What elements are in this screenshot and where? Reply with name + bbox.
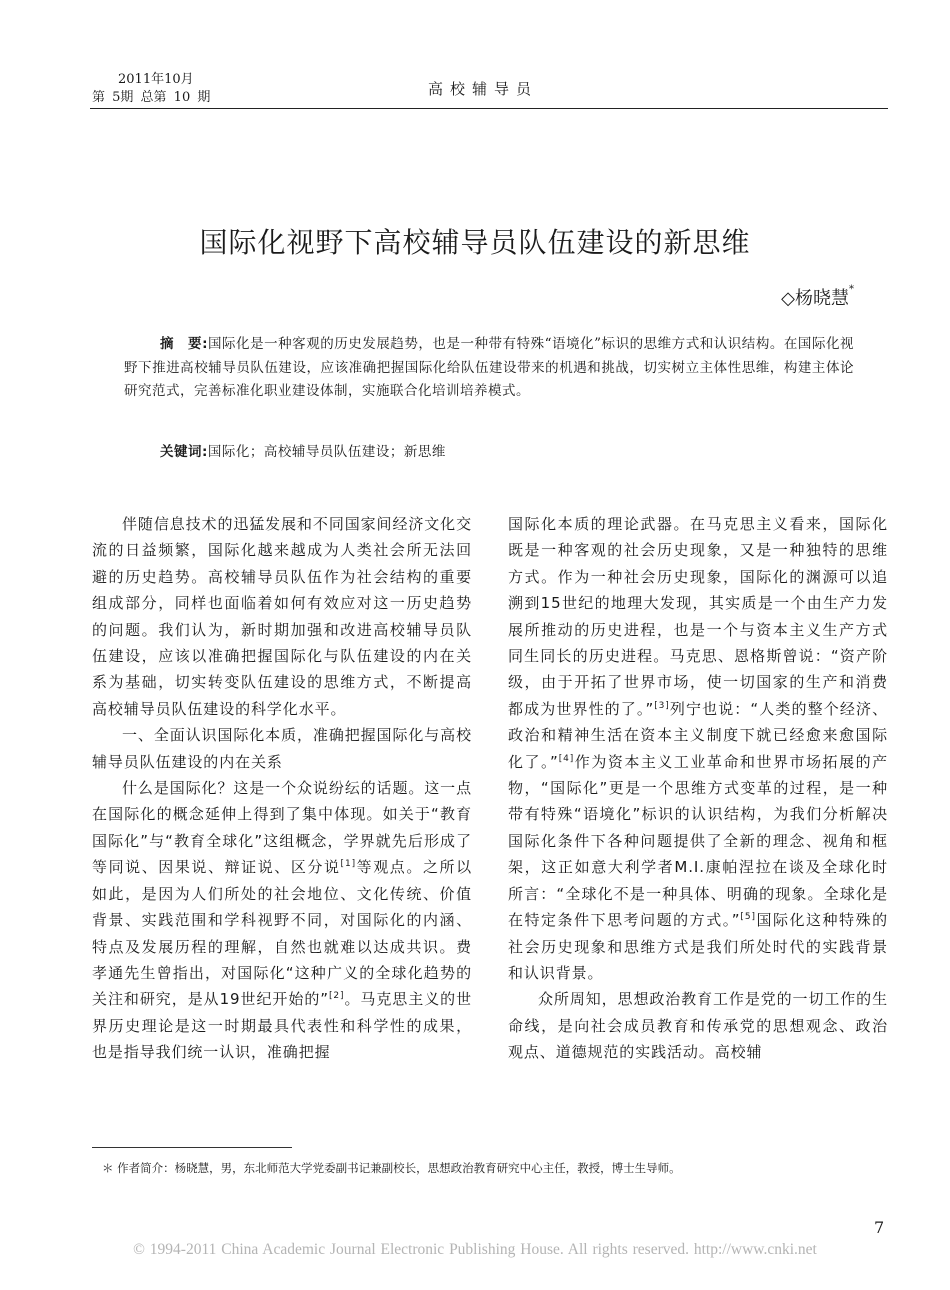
keywords-label: 关键词: bbox=[160, 444, 208, 460]
copyright-watermark: © 1994-2011 China Academic Journal Electronic Publishing House. All rights reserved. http://www.cnki.net bbox=[133, 1241, 817, 1258]
header-issue: 第 5期 总第 10 期 bbox=[92, 90, 211, 105]
author-name: ◇杨晓慧 bbox=[781, 288, 849, 309]
header-date: 2011年10月 bbox=[118, 72, 194, 87]
paragraph-text: 什么是国际化？这是一个众说纷纭的话题。这一点在国际化的概念延伸上得到了集中体现。如关于“教育国际化”与“教育全球化”这组概念，学界就先后形成了等同说、因果说、辩证说、区分说 bbox=[92, 779, 472, 877]
paragraph-text: 作为资本主义工业革命和世界市场拓展的产物，“国际化”更是一个思维方式变革的过程，是一种带有特殊“语境化”标识的认识结构，为我们分析解决国际化条件下各种问题提供了全新的理念、视角和框架，这正如意大利学者M.I.康帕涅拉在谈及全球化时所言：“全球化不是一种具体、明确的现象。全球化是在特定条件下思考问题的方式。” bbox=[508, 752, 889, 930]
citation-ref: [5] bbox=[740, 912, 756, 923]
citation-ref: [3] bbox=[654, 700, 670, 711]
paragraph-text: 国际化这种特殊的社会历史现象和思维方式是我们所处时代的实践背景和认识背景。 bbox=[508, 911, 888, 982]
section-heading: 一、全面认识国际化本质，准确把握国际化与高校辅导员队伍建设的内在关系 bbox=[92, 726, 472, 771]
header-rule bbox=[90, 108, 888, 109]
citation-ref: [1] bbox=[340, 859, 356, 870]
paragraph: 伴随信息技术的迅猛发展和不同国家间经济文化交流的日益频繁，国际化越来越成为人类社会所无法回避的历史趋势。高校辅导员队伍作为社会结构的重要组成部分，同样也面临着如何有效应对这一历史趋势的问题。我们认为，新时期加强和改进高校辅导员队伍建设，应该以准确把握国际化与队伍建设的内在关系为基础，切实转变队伍建设的思维方式，不断提高高校辅导员队伍建设的科学化水平。 bbox=[92, 515, 472, 718]
body-column-right bbox=[508, 511, 888, 1066]
keywords-text: 国际化；高校辅导员队伍建设；新思维 bbox=[207, 444, 446, 460]
body-column-left bbox=[92, 511, 472, 1066]
author-footnote: ＊ 作者简介：杨晓慧，男，东北师范大学党委副书记兼副校长，思想政治教育研究中心主任，教授，博士生导师。 bbox=[102, 1161, 681, 1175]
citation-ref: [2] bbox=[328, 991, 345, 1002]
abstract-text: 国际化是一种客观的历史发展趋势，也是一种带有特殊“语境化”标识的思维方式和认识结构。在国际化视野下推进高校辅导员队伍建设，应该准确把握国际化给队伍建设带来的机遇和挑战，切实树立主体性思维，构建主体论研究范式，完善标准化职业建设体制，实施联合化培训培养模式。 bbox=[124, 336, 854, 399]
footnote-rule bbox=[92, 1147, 292, 1148]
abstract bbox=[124, 333, 854, 404]
paragraph: 众所周知，思想政治教育工作是党的一切工作的生命线，是向社会成员教育和传承党的思想观念、政治观点、道德规范的实践活动。高校辅 bbox=[508, 990, 888, 1062]
page-number: 7 bbox=[874, 1218, 885, 1237]
author-line bbox=[781, 284, 854, 310]
paragraph-text: 列宁也说：“人类的整个经济、政治和精神生活在资本主义制度下就已经愈来愈国际化了。” bbox=[508, 699, 888, 771]
article-title: 国际化视野下高校辅导员队伍建设的新思维 bbox=[199, 225, 751, 259]
paragraph bbox=[92, 775, 472, 1065]
citation-ref: [4] bbox=[558, 753, 575, 764]
paragraph-text: 国际化本质的理论武器。在马克思主义看来，国际化既是一种客观的社会历史现象，又是一种独特的思维方式。作为一种社会历史现象，国际化的渊源可以追溯到15世纪的地理大发现，其实质是一个由生产力发展所推动的历史进程，也是一个与资本主义生产方式同生同长的历史进程。马克思、恩格斯曾说：“资产阶级，由于开拓了世界市场，使一切国家的生产和消费都成为世界性的了。” bbox=[508, 515, 888, 718]
author-footnote-mark: * bbox=[849, 284, 854, 295]
paragraph bbox=[508, 511, 888, 986]
keywords bbox=[124, 441, 854, 465]
paragraph-text: 等观点。之所以如此，是因为人们所处的社会地位、文化传统、价值背景、实践范围和学科视野不同，对国际化的内涵、特点及发展历程的理解，自然也就难以达成共识。费孝通先生曾指出，对国际化“这种广义的全球化趋势的关注和研究，是从19世纪开始的” bbox=[92, 858, 472, 1009]
paragraph-text: 。马克思主义的世界历史理论是这一时期最具代表性和科学性的成果，也是指导我们统一认识，准确把握 bbox=[92, 990, 472, 1062]
header-journal-name: 高校辅导员 bbox=[428, 80, 539, 98]
abstract-label: 摘 要: bbox=[160, 336, 208, 352]
